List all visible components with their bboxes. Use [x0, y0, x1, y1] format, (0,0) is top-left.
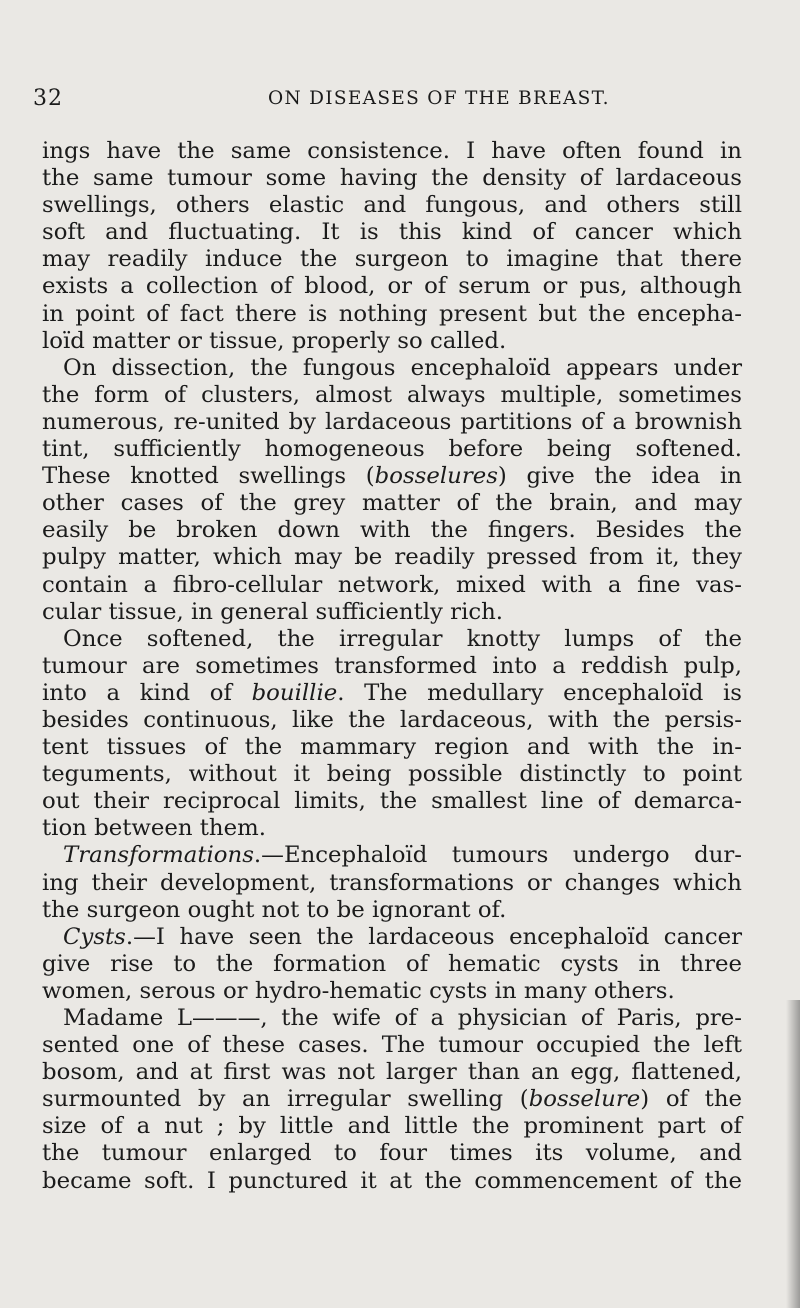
page-edge-shadow	[786, 1000, 800, 1308]
text-line	[42, 436, 742, 463]
text-line	[42, 870, 742, 897]
text-line	[42, 301, 742, 328]
text-line	[42, 599, 742, 626]
text-line	[42, 463, 742, 490]
text-line	[42, 355, 742, 382]
text-line	[42, 951, 742, 978]
text-line	[42, 1140, 742, 1167]
text-segment: numerous, re-united by lardaceous partitions of a brownish	[42, 408, 742, 435]
text-line	[42, 572, 742, 599]
text-segment: cular tissue, in general sufficiently rich.	[42, 598, 504, 625]
text-segment: soft and fluctuating. It is this kind of cancer which	[42, 219, 742, 246]
text-segment: swellings, others elastic and fungous, and others still	[42, 192, 742, 219]
italic-text: bosselure	[528, 1086, 641, 1113]
italic-text: bouillie	[251, 679, 338, 706]
text-segment: Madame L———, the wife of a physician of Paris, pre-	[63, 1005, 742, 1031]
text-segment: tint, sufficiently homogeneous before being softened.	[42, 436, 742, 463]
text-line	[42, 517, 742, 544]
text-line	[42, 788, 742, 815]
text-segment: bosom, and at first was not larger than an egg, flattened,	[42, 1059, 742, 1086]
text-segment: tion between them.	[42, 815, 266, 842]
text-segment: in point of fact there is nothing present but the encepha-	[42, 300, 742, 327]
text-line	[42, 897, 742, 924]
italic-text: Transformations	[63, 842, 254, 869]
text-segment: .—I have seen the lardaceous encephaloïd cancer	[125, 923, 742, 950]
italic-text: bosselures	[374, 463, 498, 490]
text-line	[42, 246, 742, 273]
text-segment: loïd matter or tissue, properly so called.	[42, 327, 507, 354]
text-segment: became soft. I punctured it at the commencement of the	[42, 1167, 742, 1194]
italic-text: Cysts	[63, 923, 126, 950]
text-segment: give rise to the formation of hematic cysts in three	[42, 950, 742, 977]
text-line	[42, 924, 742, 951]
text-line	[42, 680, 742, 707]
text-line	[42, 490, 742, 517]
page-number: 32	[33, 86, 63, 111]
text-line	[42, 192, 742, 219]
text-line	[42, 165, 742, 192]
text-segment: besides continuous, like the lardaceous, with the persis-	[42, 706, 742, 733]
text-segment: size of a nut ; by little and little the prominent part of	[42, 1113, 742, 1140]
text-line	[42, 219, 742, 246]
text-segment: into a kind of	[42, 679, 252, 706]
body-text	[42, 138, 742, 1195]
text-line	[42, 761, 742, 788]
text-segment: tent tissues of the mammary region and with the in-	[42, 734, 742, 761]
text-segment: ) of the	[640, 1086, 742, 1113]
text-line	[42, 544, 742, 571]
text-line	[42, 978, 742, 1005]
text-segment: out their reciprocal limits, the smallest line of demarca-	[42, 788, 742, 815]
text-segment: exists a collection of blood, or of serum or pus, although	[42, 273, 742, 300]
text-line	[42, 842, 742, 869]
running-head: ON DISEASES OF THE BREAST.	[268, 88, 610, 109]
text-segment: On dissection, the fungous encephaloïd appears under	[63, 354, 742, 381]
text-line	[42, 138, 742, 165]
text-line	[42, 1005, 742, 1032]
text-segment: These knotted swellings (	[42, 463, 375, 490]
text-segment: Once softened, the irregular knotty lumps of the	[63, 625, 742, 652]
text-segment: ings have the same consistence. I have often found in	[42, 138, 742, 164]
text-segment: contain a fibro-cellular network, mixed with a fine vas-	[42, 571, 742, 598]
text-line	[42, 1113, 742, 1140]
text-line	[42, 626, 742, 653]
text-segment: other cases of the grey matter of the brain, and may	[42, 490, 742, 517]
text-segment: pulpy matter, which may be readily pressed from it, they	[42, 544, 742, 571]
text-line	[42, 328, 742, 355]
text-line	[42, 382, 742, 409]
text-segment: the same tumour some having the density of lardaceous	[42, 165, 742, 192]
text-segment: ing their development, transformations or changes which	[42, 869, 742, 896]
page-header	[33, 86, 733, 116]
text-segment: tumour are sometimes transformed into a reddish pulp,	[42, 652, 742, 679]
text-segment: surmounted by an irregular swelling (	[42, 1086, 529, 1113]
text-line	[42, 409, 742, 436]
text-line	[42, 815, 742, 842]
text-segment: the form of clusters, almost always multiple, sometimes	[42, 381, 742, 408]
text-segment: . The medullary encephaloïd is	[337, 679, 742, 706]
text-segment: the surgeon ought not to be ignorant of.	[42, 896, 507, 923]
text-line	[42, 1032, 742, 1059]
text-line	[42, 273, 742, 300]
text-line	[42, 1168, 742, 1195]
text-segment: the tumour enlarged to four times its volume, and	[42, 1140, 742, 1167]
text-segment: sented one of these cases. The tumour occupied the left	[42, 1032, 742, 1059]
text-line	[42, 707, 742, 734]
text-line	[42, 1086, 742, 1113]
text-segment: .—Encephaloïd tumours undergo dur-	[253, 842, 742, 869]
text-segment: teguments, without it being possible distinctly to point	[42, 761, 742, 788]
text-segment: may readily induce the surgeon to imagine that there	[42, 246, 742, 273]
text-segment: ) give the idea in	[497, 463, 742, 490]
text-line	[42, 734, 742, 761]
text-line	[42, 1059, 742, 1086]
text-segment: women, serous or hydro-hematic cysts in many others.	[42, 977, 675, 1004]
text-line	[42, 653, 742, 680]
text-segment: easily be broken down with the fingers. Besides the	[42, 517, 742, 544]
